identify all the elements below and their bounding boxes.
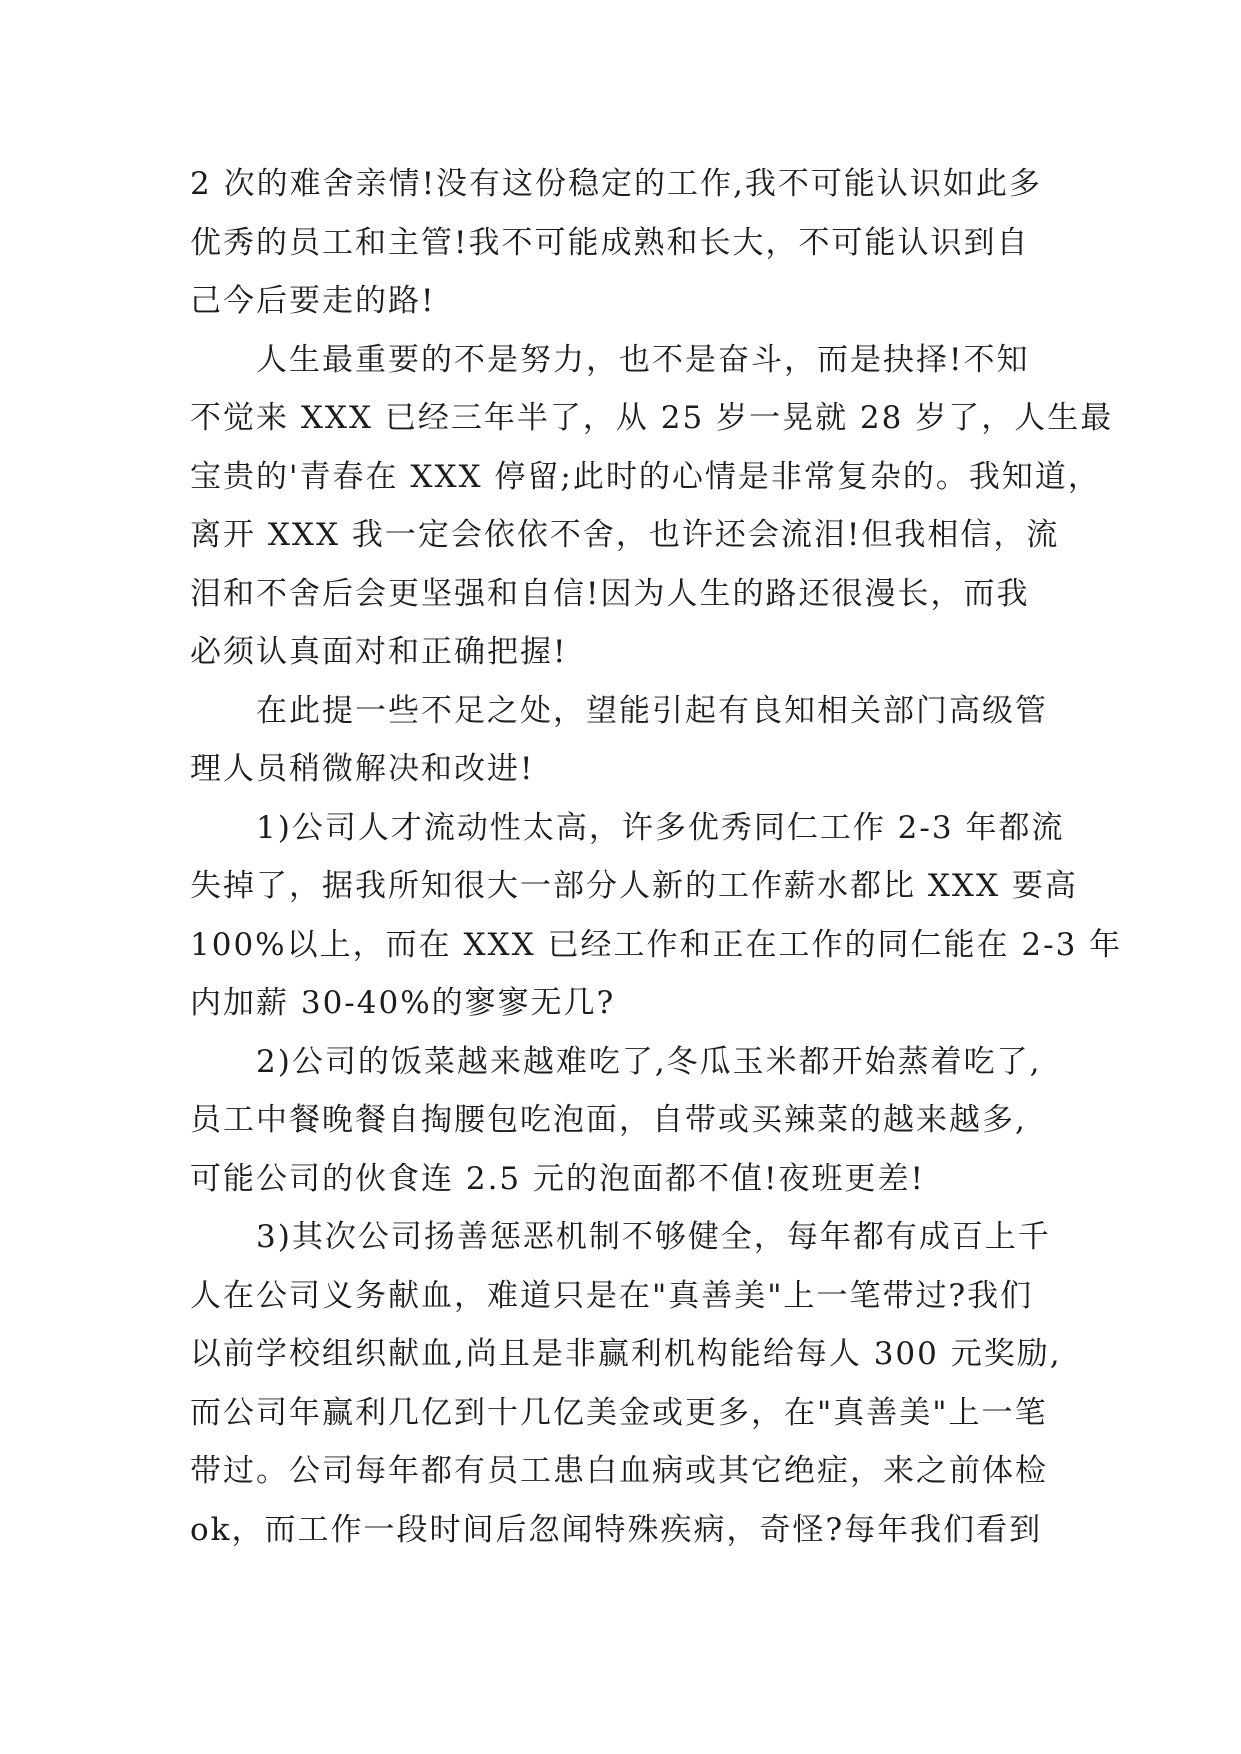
- text-line: 理人员稍微解决和改进!: [190, 751, 535, 787]
- text-line: 己今后要走的路!: [190, 283, 436, 319]
- text-line: 人在公司义务献血，难道只是在"真善美"上一笔带过?我们: [190, 1277, 1034, 1314]
- text-line: 2 次的难舍亲情!没有这份稳定的工作,我不可能认识如此多: [190, 166, 1042, 202]
- text-line: 宝贵的'青春在 XXX 停留;此时的心情是非常复杂的。我知道，: [190, 458, 1101, 495]
- paragraph-start-line: 在此提一些不足之处，望能引起有良知相关部门高级管: [256, 692, 1048, 729]
- text-line: 必须认真面对和正确把握!: [190, 634, 568, 670]
- text-line: 泪和不舍后会更坚强和自信!因为人生的路还很漫长，而我: [190, 575, 1030, 612]
- text-line: 优秀的员工和主管!我不可能成熟和长大，不可能认识到自: [190, 224, 1030, 261]
- text-line: 内加薪 30-40%的寥寥无几?: [190, 985, 616, 1021]
- text-line: ok，而工作一段时间后忽闻特殊疾病，奇怪?每年我们看到: [190, 1511, 1043, 1548]
- paragraph-start-line: 3)其次公司扬善惩恶机制不够健全，每年都有成百上千: [256, 1219, 1051, 1255]
- text-line: 离开 XXX 我一定会依依不舍，也许还会流泪!但我相信，流: [190, 517, 1060, 553]
- text-line: 而公司年赢利几亿到十几亿美金或更多，在"真善美"上一笔: [190, 1394, 1048, 1431]
- text-line: 失掉了，据我所知很大一部分人新的工作薪水都比 XXX 要高: [190, 868, 1078, 904]
- paragraph-start-line: 人生最重要的不是努力，也不是奋斗，而是抉择!不知: [256, 341, 1030, 378]
- text-line: 不觉来 XXX 已经三年半了，从 25 岁一晃就 28 岁了，人生最: [190, 400, 1114, 436]
- text-line: 以前学校组织献血,尚且是非赢利机构能给每人 300 元奖励,: [190, 1336, 1062, 1372]
- paragraph-start-line: 2)公司的饭菜越来越难吃了,冬瓜玉米都开始蒸着吃了,: [256, 1043, 1042, 1080]
- text-line: 员工中餐晚餐自掏腰包吃泡面，自带或买辣菜的越来越多,: [190, 1102, 1027, 1138]
- paragraph-start-line: 1)公司人才流动性太高，许多优秀同仁工作 2-3 年都流: [256, 809, 1065, 846]
- text-line: 带过。公司每年都有员工患白血病或其它绝症，来之前体检: [190, 1453, 1048, 1489]
- document-body: [190, 155, 1123, 1559]
- text-line: 100%以上，而在 XXX 已经工作和正在工作的同仁能在 2-3 年: [190, 926, 1123, 963]
- text-line: 可能公司的伙食连 2.5 元的泡面都不值!夜班更差!: [190, 1160, 925, 1197]
